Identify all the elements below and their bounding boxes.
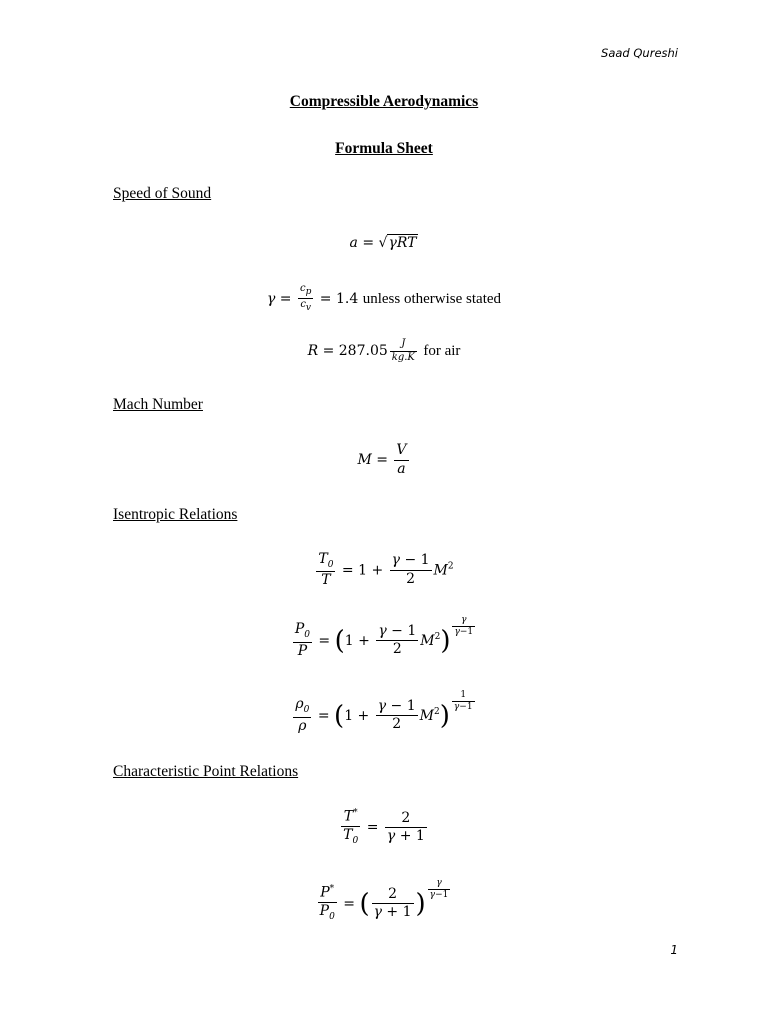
equation-characteristic-temperature: $\frac{T^*}{T_0}$ = $\frac{2}{\gamma + 1}$ bbox=[343, 808, 425, 846]
gamma-note: unless otherwise stated bbox=[362, 290, 502, 307]
equation-speed-of-sound: a = √γRT bbox=[349, 235, 417, 251]
gamma-value: 1.4 bbox=[336, 290, 359, 307]
equation-pressure-ratio: $\frac{P_0}{P}$ = (1 + $\frac{\gamma - 1}{2}$ $M^2$) $\frac{\gamma}{\gamma-1}$ bbox=[294, 615, 474, 659]
r-value: 287.05 bbox=[338, 343, 388, 359]
r-note: for air bbox=[423, 343, 461, 359]
equation-mach-number: M = $\frac{V}{a}$ bbox=[357, 442, 407, 477]
equation-characteristic-pressure: $\frac{P^*}{P_0}$ = ( $\frac{2}{\gamma + 1}$ ) $\frac{\gamma}{\gamma-1}$ bbox=[319, 878, 449, 923]
section-characteristic-point-relations: Characteristic Point Relations bbox=[113, 763, 299, 780]
section-speed-of-sound: Speed of Sound bbox=[113, 185, 212, 202]
author-name: Saad Qureshi bbox=[601, 46, 678, 60]
equation-temperature-ratio: $\frac{T_0}{T}$ = 1 + $\frac{\gamma - 1}{2}$ $M^2$ bbox=[318, 551, 454, 589]
equation-gamma: γ = $\frac{c_p}{c_v}$ = 1.4 unless otherwise stated bbox=[266, 283, 502, 314]
document-title: Compressible Aerodynamics bbox=[289, 93, 479, 110]
section-isentropic-relations: Isentropic Relations bbox=[113, 506, 238, 523]
page-number: 1 bbox=[670, 943, 678, 957]
section-mach-number: Mach Number bbox=[113, 396, 203, 413]
document-subtitle: Formula Sheet bbox=[335, 140, 433, 157]
equation-gas-constant: R = 287.05 $\frac{J}{kg.K}$ for air bbox=[307, 338, 461, 363]
equation-density-ratio: $\frac{\rho_0}{\rho}$ = (1 + $\frac{\gamma - 1}{2}$ $M^2$) $\frac{1}{\gamma-1}$ bbox=[295, 690, 473, 734]
